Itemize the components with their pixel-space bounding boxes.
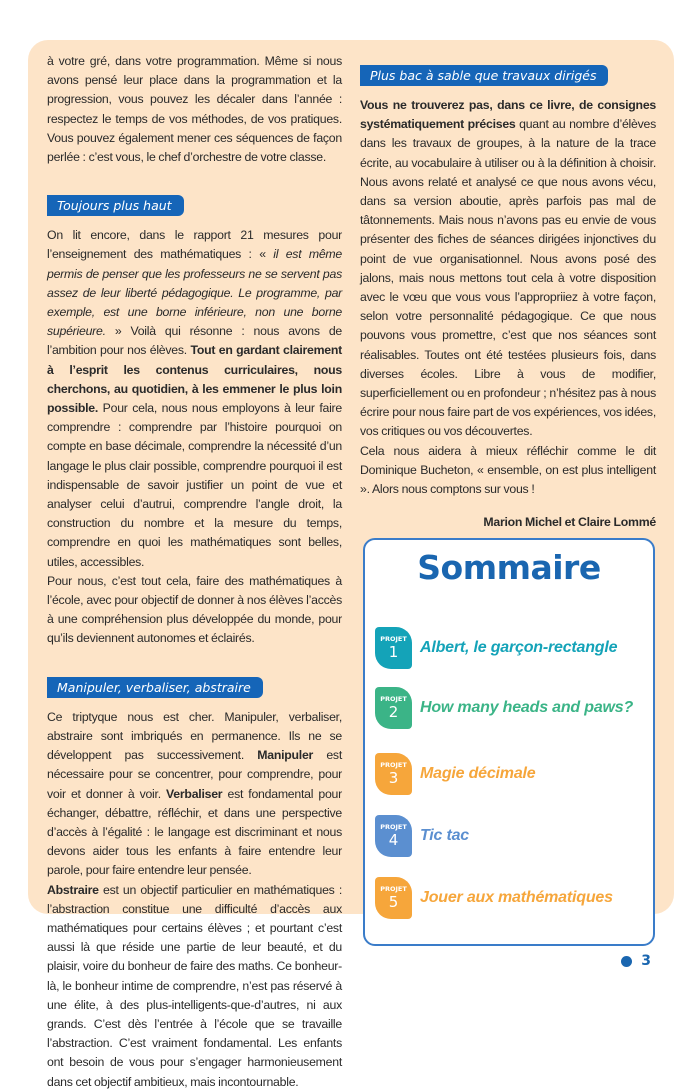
project-number: 1: [388, 643, 399, 662]
paragraph: [47, 881, 342, 1092]
project-badge: [375, 815, 412, 857]
project-badge: [375, 627, 412, 669]
page-number: [621, 953, 651, 969]
paragraph: [47, 226, 342, 572]
project-badge: [375, 687, 412, 729]
paragraph: [47, 52, 342, 167]
text: est un objectif particulier en mathématiques : l’abstraction constitue une difficulté d’accès aux mathématiques pour certains élèves ; et pourtant c’est aussi là que réside une partie de leur beauté, et du plaisir, voire du bonheur de faire des maths. Ce bonheur-là, le bonheur intime de comprendre, n’est pas réservé à une élite, à des plus-intelligents-que-d’autres, ni aux grands. C’est dès l’entrée à l’école que se travaille l’abstraction. C’est vraiment fondamental. Les enfants ont besoin de vous pour s’engager harmonieusement dans cet objectif ambitieux, mais incontournable.: [47, 882, 342, 1089]
text: est fondamental pour échanger, débattre, réfléchir, et dans une perspective d’accès à l’égalité : le langage est discriminant et nous devons aider tous les enfants à faire entendre leur parole, pour faire entendre leur pensée.: [47, 786, 342, 878]
project-label: PROJET: [380, 885, 407, 894]
page-number-text: 3: [641, 953, 651, 969]
project-label: PROJET: [380, 695, 407, 704]
section-heading: Toujours plus haut: [47, 195, 184, 216]
bold-text: Abstraire: [47, 882, 99, 897]
bullet-dot-icon: [621, 956, 632, 967]
text: » Voilà qui résonne : nous avons de l’ambition pour nos élèves.: [47, 324, 342, 358]
project-label: PROJET: [380, 761, 407, 770]
project-label: PROJET: [380, 635, 407, 644]
text: à votre gré, dans votre programmation. Même si nous avons pensé leur place dans la programmation et la progression, vous pouvez les décaler dans l’année : respectez le temps de vos méthodes, de vos pratiques. Vous pouvez également mener ces séquences de façon perlée : c’est vous, le chef d’orchestre de votre classe.: [47, 54, 342, 165]
bold-text: Verbaliser: [166, 786, 223, 801]
right-column: [360, 65, 656, 946]
paragraph: [47, 572, 342, 649]
text: Pour cela, nous nous employons à leur faire comprendre : comprendre par l’histoire pourquoi on compte en base décimale, comprendre la nécessité d’un langage le plus clair possible, comprendre pourquoi il est indispensable de savoir justifier un point de vue et analyser celui d’autrui, comprendre l’angle droit, la construction du nombre et la mesure du temps, comprendre en quoi les mathématiques sont belles, utiles, accessibles.: [47, 401, 342, 569]
project-title: How many heads and paws?: [420, 699, 634, 717]
toc-item-project-3[interactable]: [375, 752, 535, 796]
toc-item-project-4[interactable]: [375, 814, 469, 858]
paragraph: [47, 708, 342, 881]
text: Ce triptyque nous est cher. Manipuler, verbaliser, abstraire sont imbriqués en permanence. Ils ne se développent pas successivement.: [47, 709, 342, 763]
paragraph: [360, 442, 656, 500]
text: On lit encore, dans le rapport 21 mesures pour l’enseignement des mathématiques : «: [47, 228, 342, 262]
bold-text: Vous ne trouverez pas, dans ce livre, de consignes systématiquement précises: [360, 98, 656, 132]
project-number: 2: [388, 703, 399, 722]
project-label: PROJET: [380, 823, 407, 832]
toc-item-project-5[interactable]: [375, 876, 613, 920]
toc-item-project-1[interactable]: [375, 626, 617, 670]
italic-quote: il est même permis de penser que les professeurs ne se servent pas assez de leur liberté pédagogique. Le programme, par exemple, est une borne inférieure, non une borne supérieure.: [47, 247, 343, 339]
text: Pour nous, c’est tout cela, faire des mathématiques à l’école, avec pour objectif de donner à nos élèves l’accès à une compréhension plus développée du monde, pour qu’ils deviennent autonomes et éclairés.: [47, 573, 342, 646]
project-badge: [375, 877, 412, 919]
text: quant au nombre d’élèves dans les travaux de groupes, à la nature de la trace écrite, au vocabulaire à utiliser ou à la définition à choisir. Nous avons relaté et analysé ce que nous avons vécu, dans sa version aboutie, après parfois pas mal de tâtonnements. Mais nous n’avons pas eu envie de vous présenter des fiches de séances dirigées injonctives du point de vue organisationnel. Nous avons posé des jalons, mais nous mettons tout cela à votre disposition avec le vœu que vous vous l’appropriiez à votre façon, selon votre personnalité pédagogique. Ce que nous pouvons vous promettre, c’est que nos séances sont réalisables. Toutes ont été testées plusieurs fois, dans diverses écoles. Libre à vous de modifier, superficiellement ou en profondeur ; n’hésitez pas à nous écrire pour nous faire part de vos expériences, vos idées, vos critiques ou vos découvertes.: [360, 117, 656, 439]
project-title: Albert, le garçon-rectangle: [420, 639, 618, 657]
left-column: [47, 52, 342, 1092]
project-title: Magie décimale: [420, 765, 536, 783]
section-heading: Plus bac à sable que travaux dirigés: [360, 65, 608, 86]
toc-title: Sommaire: [417, 548, 601, 588]
table-of-contents: [363, 538, 655, 946]
project-badge: [375, 753, 412, 795]
paragraph: [360, 96, 656, 442]
project-title: Jouer aux mathématiques: [420, 889, 613, 907]
text: est nécessaire pour se concentrer, pour comprendre, pour voir et donner à voir.: [47, 748, 342, 801]
bold-text: Manipuler: [257, 748, 314, 763]
bold-text: Tout en gardant clairement à l’esprit les contenus curriculaires, nous cherchons, au quotidien, à les emmener le plus loin possible.: [47, 343, 343, 416]
author-signature: Marion Michel et Claire Lommé: [483, 515, 656, 530]
project-number: 5: [388, 893, 399, 912]
project-title: Tic tac: [420, 827, 469, 845]
toc-item-project-2[interactable]: [375, 686, 633, 730]
text: Cela nous aidera à mieux réfléchir comme le dit Dominique Bucheton, « ensemble, on est plus intelligent ». Alors nous comptons sur vous !: [360, 443, 656, 497]
project-number: 3: [388, 769, 399, 788]
section-heading: Manipuler, verbaliser, abstraire: [47, 677, 263, 698]
project-number: 4: [388, 831, 399, 850]
